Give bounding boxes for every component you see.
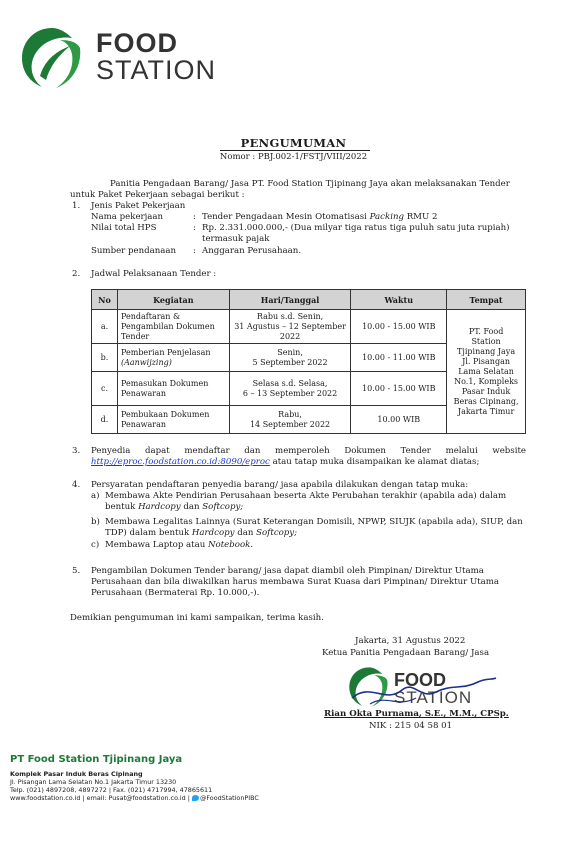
- cell-kegiatan: Pembukaan Dokumen Penawaran: [117, 406, 229, 434]
- item-b-line-1: Membawa Legalitas Lainnya (Surat Keterangan Domisili, NPWP, SIUJK (apabila ada), SIUP, dan: [105, 517, 523, 527]
- header-no: No: [92, 290, 118, 310]
- section-1-number: 1.: [72, 201, 81, 211]
- footer-phone: Telp. (021) 4897208, 4897272 | Fax. (021) 4717994, 47865611: [10, 786, 213, 794]
- section-1-title: Jenis Paket Pekerjaan: [91, 201, 186, 211]
- footer-address: Jl. Pisangan Lama Selatan No.1 Jakarta Timur 13230: [10, 778, 177, 786]
- section-4-title: Persyaratan pendaftaran penyedia barang/ jasa apabila dilakukan dengan tatap muka:: [91, 480, 469, 490]
- section-3-number: 3.: [72, 446, 81, 456]
- section-5-line-1: Pengambilan Dokumen Tender barang/ jasa dapat diambil oleh Pimpinan/ Direktur Utama: [91, 566, 484, 576]
- header-waktu: Waktu: [351, 290, 447, 310]
- brand-name-line1: FOOD: [96, 28, 178, 58]
- twitter-bird-icon: [192, 795, 199, 801]
- cell-waktu: 10.00 - 15.00 WIB: [351, 310, 447, 344]
- cell-kegiatan: Pendaftaran & Pengambilan Dokumen Tender: [117, 310, 229, 344]
- section-5-line-2: Perusahaan dan bila diwakilkan harus membawa Surat Kuasa dari Pimpinan/ Direktur Utama: [91, 577, 500, 587]
- colon: :: [193, 246, 196, 256]
- footer-web-email: www.foodstation.co.id | email: Pusat@foodstation.co.id | @FoodStationPIBC: [10, 794, 259, 802]
- section-4-number: 4.: [72, 480, 81, 490]
- value-nilai-hps-line2: termasuk pajak: [202, 234, 270, 244]
- value-nama-pekerjaan: Tender Pengadaan Mesin Otomatisasi Packing RMU 2: [202, 212, 438, 222]
- footer-company-name: PT Food Station Tjipinang Jaya: [10, 754, 183, 765]
- section-3-line-2: http://eproc.foodstation.co.id:8090/eproc atau tatap muka disampaikan ke alamat diatas;: [91, 457, 480, 467]
- label-nama-pekerjaan: Nama pekerjaan: [91, 212, 164, 222]
- cell-no: b.: [92, 344, 118, 372]
- cell-no: d.: [92, 406, 118, 434]
- header-hari-tanggal: Hari/Tanggal: [229, 290, 351, 310]
- cell-no: a.: [92, 310, 118, 344]
- item-a-line-1: Membawa Akte Pendirian Perusahaan beserta Akte Perubahan terakhir (apabila ada) dalam: [105, 491, 507, 501]
- cell-hari: Senin, 5 September 2022: [229, 344, 351, 372]
- brand-name-line2: STATION: [96, 55, 216, 85]
- table-header-row: [92, 290, 526, 310]
- cell-hari: Rabu, 14 September 2022: [229, 406, 351, 434]
- cell-kegiatan: Pemberian Penjelasan (Aanwijzing): [117, 344, 229, 372]
- cell-no: c.: [92, 372, 118, 406]
- section-2-title: Jadwal Pelaksanaan Tender :: [91, 269, 217, 279]
- food-station-leaf-logo: [20, 26, 84, 90]
- footer-complex: Komplek Pasar Induk Beras Cipinang: [10, 770, 143, 778]
- signatory-nik: NIK : 215 04 58 01: [369, 721, 453, 731]
- cell-hari: Rabu s.d. Senin, 31 Agustus – 12 September 2022: [229, 310, 351, 344]
- signature-role: Ketua Panitia Pengadaan Barang/ Jasa: [322, 648, 490, 658]
- header-tempat: Tempat: [447, 290, 526, 310]
- signatory-name: Rian Okta Purnama, S.E., M.M., CPSp.: [324, 709, 509, 719]
- value-sumber-pendanaan: Anggaran Perusahaan.: [202, 246, 302, 256]
- intro-line-2: untuk Paket Pekerjaan sebagai berikut :: [70, 190, 245, 200]
- cell-kegiatan: Pemasukan Dokumen Penawaran: [117, 372, 229, 406]
- stamp-brand-line2: STATION: [394, 688, 473, 707]
- title-divider: [220, 150, 370, 151]
- item-b-label: b): [91, 517, 100, 527]
- colon: :: [193, 223, 196, 233]
- document-number: Nomor : PBJ.002-1/FSTJ/VIII/2022: [219, 152, 368, 162]
- colon: :: [193, 212, 196, 222]
- cell-tempat: PT. Food Station Tjipinang Jaya Jl. Pisangan Lama Selatan No.1, Kompleks Pasar Induk Beras Cipinang, Jakarta Timur: [447, 310, 526, 434]
- section-2-number: 2.: [72, 269, 81, 279]
- label-sumber-pendanaan: Sumber pendanaan: [91, 246, 177, 256]
- cell-waktu: 10.00 - 15.00 WIB: [351, 372, 447, 406]
- item-b-line-2: TDP) dalam bentuk Hardcopy dan Softcopy;: [105, 528, 298, 538]
- document-title: PENGUMUMAN: [240, 136, 347, 150]
- table-row: [92, 310, 526, 344]
- label-nilai-hps: Nilai total HPS: [91, 223, 157, 233]
- cell-waktu: 10.00 - 11.00 WIB: [351, 344, 447, 372]
- item-c-label: c): [91, 540, 100, 550]
- item-c-line: Membawa Laptop atau Notebook.: [105, 540, 254, 550]
- cell-hari: Selasa s.d. Selasa, 6 – 13 September 2022: [229, 372, 351, 406]
- cell-waktu: 10.00 WIB: [351, 406, 447, 434]
- stamp-brand-line1: FOOD: [394, 670, 446, 690]
- item-a-line-2: bentuk Hardcopy dan Softcopy;: [105, 502, 244, 512]
- signature-place-date: Jakarta, 31 Agustus 2022: [355, 636, 466, 646]
- value-nilai-hps: Rp. 2.331.000.000,- (Dua milyar tiga ratus tiga puluh satu juta rupiah): [202, 223, 510, 233]
- intro-line-1: Panitia Pengadaan Barang/ Jasa PT. Food Station Tjipinang Jaya akan melaksanakan Tender: [110, 179, 510, 189]
- item-a-label: a): [91, 491, 100, 501]
- section-5-number: 5.: [72, 566, 81, 576]
- header-kegiatan: Kegiatan: [117, 290, 229, 310]
- section-3-line-1: Penyedia dapat mendaftar dan memperoleh Dokumen Tender melalui website: [91, 446, 526, 456]
- schedule-table: [91, 289, 526, 434]
- eproc-link[interactable]: http://eproc.foodstation.co.id:8090/eproc: [91, 457, 270, 467]
- closing-statement: Demikian pengumuman ini kami sampaikan, terima kasih.: [70, 613, 324, 623]
- section-5-line-3: Perusahaan (Bermaterai Rp. 10.000,-).: [91, 588, 260, 598]
